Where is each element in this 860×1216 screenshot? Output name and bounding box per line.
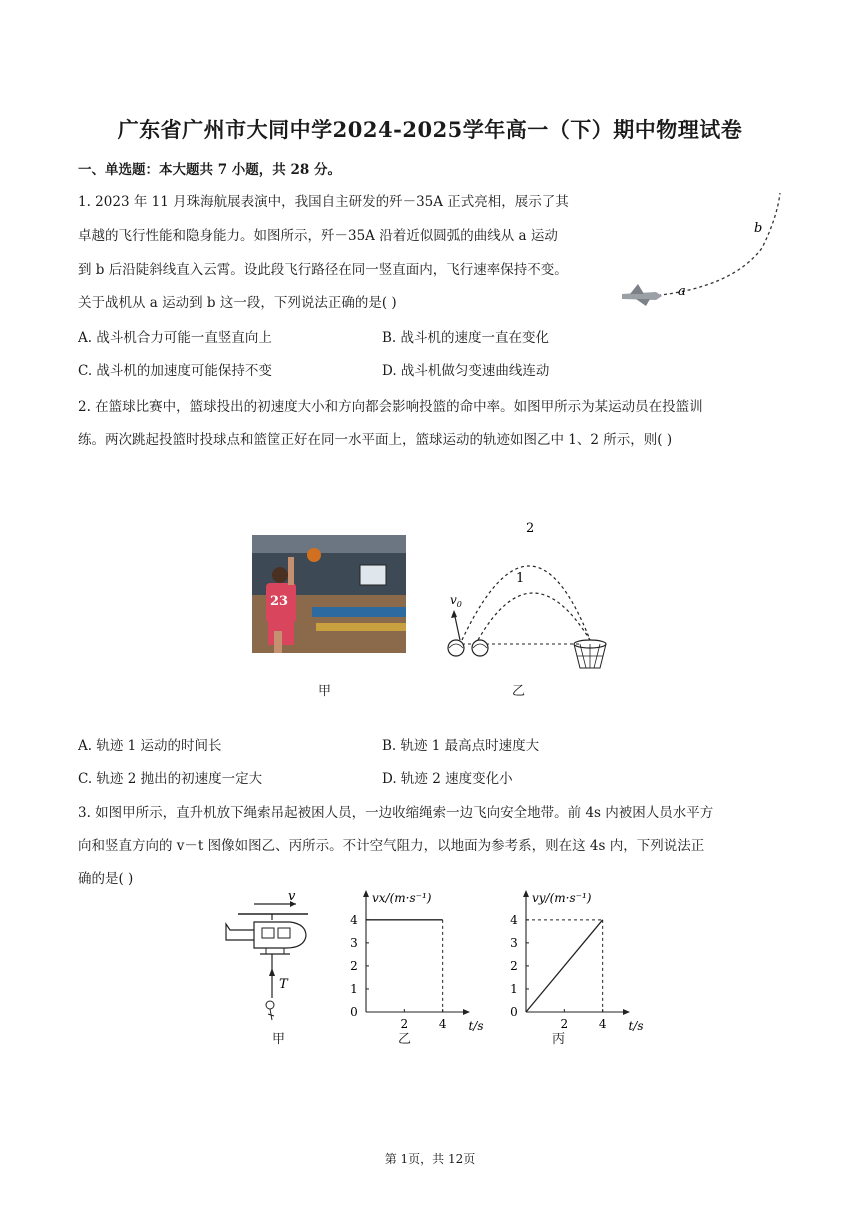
q1-option-b: B. 战斗机的速度一直在变化 (382, 330, 550, 346)
x-tick-label: 2 (560, 1017, 569, 1031)
q3-line-1: 3. 如图甲所示，直升机放下绳索吊起被困人员，一边收缩绳索一边飞向安全地带。前 4s 内被困人员水平方 (78, 805, 714, 821)
flight-path-curve (652, 193, 780, 296)
trajectory-2-label: 2 (526, 521, 535, 536)
v0-label: $v_0$ (450, 593, 462, 609)
fighter-jet-icon (622, 284, 662, 306)
vy-chart-marks (510, 890, 643, 1033)
q1-line-1: 1. 2023 年 11 月珠海航展表演中，我国自主研发的歼－35A 正式亮相，展示了其 (78, 194, 569, 210)
x-axis-label: t/s (468, 1019, 484, 1033)
point-b-label: b (754, 221, 763, 236)
fig-caption-yi: 乙 (398, 1032, 412, 1047)
basketball-photo (252, 535, 406, 653)
q3-line-3: 确的是( ) (78, 871, 134, 887)
q2-line-2: 练。两次跳起投篮时投球点和篮筐正好在同一水平面上，篮球运动的轨迹如图乙中 1、2 所示，则( ) (78, 432, 673, 448)
y-axis-arrow (363, 890, 369, 897)
velocity-label: v (288, 889, 296, 904)
ball-icon (472, 640, 488, 656)
jersey-number: 23 (270, 594, 289, 609)
y-tick-label: 0 (510, 1005, 518, 1019)
x-axis-label: t/s (628, 1019, 644, 1033)
page-footer: 第 1页，共 12页 (384, 1152, 476, 1166)
y-axis-arrow (523, 890, 529, 897)
x-tick-label: 4 (438, 1017, 447, 1031)
fig-caption-jia: 甲 (318, 684, 332, 699)
q2-line-1: 2. 在篮球比赛中，篮球投出的初速度大小和方向都会影响投篮的命中率。如图甲所示为某运动员在投篮训 (78, 399, 703, 415)
person-icon (266, 1001, 274, 1020)
x-tick-label: 4 (598, 1017, 607, 1031)
q2-option-d: D. 轨迹 2 速度变化小 (382, 771, 513, 787)
chart-vx (340, 888, 484, 1033)
helicopter-icon (226, 914, 308, 954)
q1-line-4: 关于战机从 a 运动到 b 这一段，下列说法正确的是( ) (78, 295, 397, 311)
y-tick-label: 1 (510, 981, 518, 996)
section-heading: 一、单选题：本大题共 7 小题，共 28 分。 (78, 162, 341, 178)
trajectory-1-label: 1 (516, 571, 525, 586)
y-axis-label: vx/(m·s⁻¹) (372, 891, 432, 905)
chart-vy (500, 888, 644, 1033)
q1-flight-figure (612, 188, 790, 318)
ball-icon (448, 640, 464, 656)
page-title: 广东省广州市大同中学2024-2025学年高一（下）期中物理试卷 (117, 117, 743, 142)
x-tick-label: 2 (400, 1017, 409, 1031)
y-tick-label: 0 (350, 1005, 358, 1019)
y-tick-label: 2 (350, 958, 358, 973)
tension-label: T (279, 977, 288, 992)
vx-chart-marks (350, 890, 483, 1033)
q2-option-a: A. 轨迹 1 运动的时间长 (78, 738, 222, 754)
trajectory-figure (440, 512, 630, 672)
y-axis-label: vy/(m·s⁻¹) (532, 891, 592, 905)
trajectory-1 (478, 593, 590, 640)
q1-option-c: C. 战斗机的加速度可能保持不变 (78, 363, 272, 379)
y-tick-label: 3 (350, 935, 358, 950)
fig-caption-yi: 乙 (512, 684, 526, 699)
trajectory-2 (462, 566, 590, 640)
q2-option-b: B. 轨迹 1 最高点时速度大 (382, 738, 540, 754)
q2-option-c: C. 轨迹 2 抛出的初速度一定大 (78, 771, 263, 787)
q1-option-a: A. 战斗机合力可能一直竖直向上 (78, 330, 272, 346)
series-line (526, 920, 603, 1012)
y-tick-label: 4 (350, 912, 358, 927)
y-tick-label: 3 (510, 935, 518, 950)
helicopter-figure (224, 890, 316, 1030)
fig-caption-jia: 甲 (272, 1032, 286, 1047)
x-axis-arrow (463, 1009, 470, 1015)
q3-line-2: 向和竖直方向的 v－t 图像如图乙、丙所示。不计空气阻力，以地面为参考系，则在这 4s 内，下列说法正 (78, 838, 705, 854)
q1-line-2: 卓越的飞行性能和隐身能力。如图所示，歼－35A 沿着近似圆弧的曲线从 a 运动 (78, 228, 558, 244)
y-tick-label: 2 (510, 958, 518, 973)
x-axis-arrow (623, 1009, 630, 1015)
fig-caption-bing: 丙 (552, 1032, 566, 1047)
point-a-label: a (678, 284, 686, 299)
q1-line-3: 到 b 后沿陡斜线直入云霄。设此段飞行路径在同一竖直面内，飞行速率保持不变。 (78, 262, 568, 278)
y-tick-label: 1 (350, 981, 358, 996)
y-tick-label: 4 (510, 912, 518, 927)
q1-option-d: D. 战斗机做匀变速曲线连动 (382, 363, 550, 379)
basketball-icon (307, 548, 321, 562)
